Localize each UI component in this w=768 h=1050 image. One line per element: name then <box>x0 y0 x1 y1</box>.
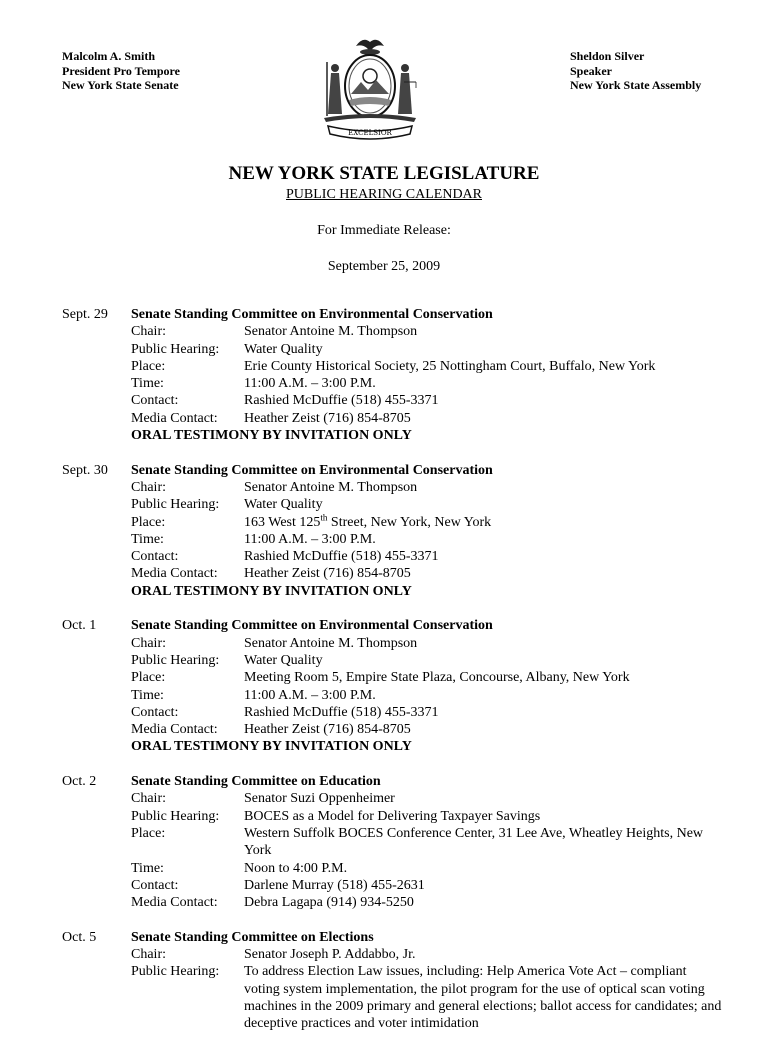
hearing-row <box>131 341 722 358</box>
time-value: 11:00 A.M. – 3:00 P.M. <box>244 376 376 392</box>
hearing-row <box>131 808 722 825</box>
chair-row <box>131 790 722 807</box>
committee-name: Senate Standing Committee on Environmental Conservation <box>131 618 493 634</box>
chair-value: Senator Antoine M. Thompson <box>244 324 418 340</box>
chair-label: Chair: <box>131 791 166 807</box>
assembly-leader-title: Speaker <box>570 63 612 78</box>
hearing-value: To address Election Law issues, including: Help America Vote Act – compliant voting system implementation, the pilot program for the use of optical scan voting machines in the 2009 primary and general elections; ballot access for candidates; and deceptive practices and voter intimidation <box>244 964 722 1032</box>
assembly-leader-block <box>570 49 701 93</box>
release-date: September 25, 2009 <box>327 259 441 274</box>
place-street-number: 163 West 125 <box>244 514 321 530</box>
media-contact-value: Heather Zeist (716) 854-8705 <box>244 410 411 426</box>
place-label: Place: <box>131 358 166 374</box>
hearing-value: Water Quality <box>244 652 323 668</box>
time-value: 11:00 A.M. – 3:00 P.M. <box>244 531 376 547</box>
new-york-state-seal-icon <box>318 32 422 140</box>
time-value: 11:00 A.M. – 3:00 P.M. <box>244 687 376 703</box>
hearing-date: Oct. 2 <box>62 774 97 790</box>
title-block <box>0 162 768 276</box>
place-row <box>131 358 722 375</box>
hearing-date: Oct. 5 <box>62 929 97 945</box>
time-label: Time: <box>131 687 164 703</box>
testimony-note: ORAL TESTIMONY BY INVITATION ONLY <box>131 428 412 444</box>
hearing-value: BOCES as a Model for Delivering Taxpayer Savings <box>244 808 541 824</box>
release-notice: For Immediate Release: <box>317 223 451 238</box>
contact-value: Darlene Murray (518) 455-2631 <box>244 877 425 893</box>
time-row <box>131 531 722 548</box>
place-value <box>244 511 722 531</box>
media-contact-value: Heather Zeist (716) 854-8705 <box>244 566 411 582</box>
committee-name: Senate Standing Committee on Education <box>131 774 381 790</box>
contact-label: Contact: <box>131 704 179 720</box>
hearing-date: Sept. 30 <box>62 462 108 478</box>
contact-label: Contact: <box>131 877 179 893</box>
hearing-label: Public Hearing: <box>131 341 220 357</box>
hearing-date: Oct. 1 <box>62 618 97 634</box>
chair-value: Senator Joseph P. Addabbo, Jr. <box>244 946 416 962</box>
contact-row <box>131 704 722 721</box>
chair-row <box>131 323 722 340</box>
chair-value: Senator Antoine M. Thompson <box>244 479 418 495</box>
hearing-entry <box>62 306 722 444</box>
hearing-list <box>62 306 722 1050</box>
senate-leader-name: Malcolm A. Smith <box>62 49 155 63</box>
hearing-label: Public Hearing: <box>131 652 220 668</box>
time-row <box>131 860 722 877</box>
media-contact-row <box>131 721 722 738</box>
hearing-row <box>131 652 722 669</box>
hearing-label: Public Hearing: <box>131 808 220 824</box>
chair-row <box>131 635 722 652</box>
time-label: Time: <box>131 376 164 392</box>
time-label: Time: <box>131 860 164 876</box>
chair-label: Chair: <box>131 479 166 495</box>
place-label: Place: <box>131 670 166 686</box>
place-ordinal-suffix: th <box>320 511 328 522</box>
committee-name: Senate Standing Committee on Elections <box>131 929 374 945</box>
media-contact-label: Media Contact: <box>131 895 218 911</box>
hearing-row <box>131 496 722 513</box>
media-contact-value: Heather Zeist (716) 854-8705 <box>244 722 411 738</box>
hearing-entry <box>62 617 722 755</box>
contact-row <box>131 392 722 409</box>
time-label: Time: <box>131 531 164 547</box>
testimony-note: ORAL TESTIMONY BY INVITATION ONLY <box>131 739 412 755</box>
chair-label: Chair: <box>131 635 166 651</box>
committee-name: Senate Standing Committee on Environmental Conservation <box>131 462 493 478</box>
time-row <box>131 687 722 704</box>
contact-label: Contact: <box>131 393 179 409</box>
contact-label: Contact: <box>131 549 179 565</box>
contact-value: Rashied McDuffie (518) 455-3371 <box>244 393 439 409</box>
media-contact-label: Media Contact: <box>131 722 218 738</box>
document-subtitle: PUBLIC HEARING CALENDAR <box>286 187 482 202</box>
chair-value: Senator Antoine M. Thompson <box>244 635 418 651</box>
assembly-leader-name: Sheldon Silver <box>570 49 645 63</box>
media-contact-label: Media Contact: <box>131 410 218 426</box>
senate-leader-block <box>62 49 180 93</box>
senate-leader-title: President Pro Tempore <box>62 63 180 78</box>
chair-row <box>131 479 722 496</box>
hearing-row <box>131 963 722 1032</box>
hearing-label: Public Hearing: <box>131 964 220 980</box>
media-contact-label: Media Contact: <box>131 566 218 582</box>
chair-value: Senator Suzi Oppenheimer <box>244 791 395 807</box>
hearing-entry <box>62 929 722 1033</box>
time-value: Noon to 4:00 P.M. <box>244 860 348 876</box>
media-contact-row <box>131 894 722 911</box>
place-value: Western Suffolk BOCES Conference Center, 31 Lee Ave, Wheatley Heights, New York <box>244 825 704 859</box>
committee-name: Senate Standing Committee on Environmental Conservation <box>131 307 493 322</box>
place-value: Erie County Historical Society, 25 Nottingham Court, Buffalo, New York <box>244 358 656 374</box>
time-row <box>131 375 722 392</box>
assembly-leader-org: New York State Assembly <box>570 78 702 92</box>
hearing-date: Sept. 29 <box>62 307 108 322</box>
place-row <box>131 825 722 860</box>
hearing-value: Water Quality <box>244 497 323 513</box>
hearing-entry <box>62 773 722 911</box>
place-row <box>131 669 722 686</box>
hearing-entry <box>62 462 722 600</box>
place-label: Place: <box>131 825 166 841</box>
hearing-label: Public Hearing: <box>131 497 220 513</box>
svg-text:EXCELSIOR: EXCELSIOR <box>348 129 392 137</box>
contact-value: Rashied McDuffie (518) 455-3371 <box>244 549 439 565</box>
chair-label: Chair: <box>131 324 166 340</box>
contact-value: Rashied McDuffie (518) 455-3371 <box>244 704 439 720</box>
contact-row <box>131 548 722 565</box>
place-city: Street, New York, New York <box>327 514 492 530</box>
chair-row <box>131 946 722 963</box>
place-label: Place: <box>131 514 166 530</box>
media-contact-row <box>131 410 722 427</box>
chair-label: Chair: <box>131 946 166 962</box>
media-contact-row <box>131 565 722 582</box>
place-value: Meeting Room 5, Empire State Plaza, Concourse, Albany, New York <box>244 670 630 686</box>
hearing-value: Water Quality <box>244 341 323 357</box>
document-title: NEW YORK STATE LEGISLATURE <box>228 163 540 184</box>
place-row <box>131 511 722 531</box>
contact-row <box>131 877 722 894</box>
senate-leader-org: New York State Senate <box>62 78 179 92</box>
media-contact-value: Debra Lagapa (914) 934-5250 <box>244 895 414 911</box>
testimony-note: ORAL TESTIMONY BY INVITATION ONLY <box>131 583 412 599</box>
